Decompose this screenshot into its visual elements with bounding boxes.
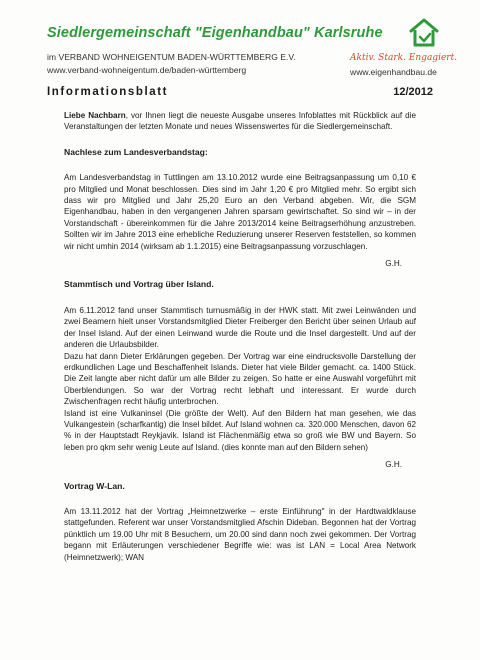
association-url: www.verband-wohneigentum.de/baden-württemberg — [47, 65, 247, 75]
section-heading-landesverbandstag: Nachlese zum Landesverbandstag: — [64, 146, 208, 157]
greeting: Liebe Nachbarn — [64, 111, 126, 120]
section-body-landesverbandstag: Am Landesverbandstag in Tuttlingen am 13.10.2012 wurde eine Beitragsanpassung um 0,10 € pro Mitglied und Monat beschlossen. Dies sind im Jahr 1,20 € pro Mitglied mehr. So ergibt sich dass wir pro Mitglied und Jahr 25,20 Euro an den Verband abgeben. Wir, die SGM Eigenhandbau, haben in den vergangenen Jahren sparsam gewirtschaftet. So sind wir – in der Vorstandschaft - übereinkommen für die Jahre 2013/2014 keine Beitragserhöhung anzustreben. Sollten wir im Jahre 2013 eine erhebliche Reduzierung unserer Reserven feststellen, so kommen wir nicht umhin 2014 (wirksam ab 1.1.2015) eine Beitragsanpassung vorzuschlagen. — [64, 173, 416, 251]
club-name: Siedlergemeinschaft "Eigenhandbau" Karlsruhe — [47, 25, 383, 41]
section-body-island-2: Dazu hat dann Dieter Erklärungen gegeben. Der Vortrag war eine eindrucksvolle Darstellung der erdkundlichen Lage und Beschaffenheit Islands. Dieter hat viele Bilder gemacht. ca. 1400 Stück. Die Zeit langte aber nicht dafür um alle Bilder zu zeigen. So hatte er eine Auswahl vorgeführt mit Überblendungen. So war der Vortrag recht lebhaft und interessant. Er wurde durch Zwischenfragen recht häufig unterbrochen. — [64, 351, 416, 407]
author-signature: G.H. — [385, 460, 402, 470]
section-body-island-3: Island ist eine Vulkaninsel (Die größte der Welt). Auf den Bildern hat man gesehen, wie das Vulkangestein (scharfkantig) die Insel bildet. Auf Island wohnen ca. 320.000 Menschen, davon 62 % in der Hauptstadt Reykjavik. Island ist Flächenmäßig etwa so groß wie BW und Bayern. So leben pro qkm sehr wenig Leute auf Island. (dies konnte man auf den Bildern sehen) — [64, 408, 416, 452]
intro-text: , vor Ihnen liegt die neueste Ausgabe unseres Infoblattes mit Rückblick auf die Veranstaltungen der letzten Monate und neues Wissenswertes für die Siedlergemeinschaft. — [64, 111, 416, 132]
section-heading-wlan: Vortrag W-Lan. — [64, 480, 125, 491]
section-body-island: Am 6.11.2012 fand unser Stammtisch turnusmäßig in der HWK statt. Mit zwei Leinwänden und zwei Beamern hielt unser Vorstandsmitglied Dieter Freiberger den Bericht über seinen Urlaub auf der Insel Island. Auf der einen Leinwand wurde die Route und die Insel dargestellt. Und auf der anderen die Urlaubsbilder. — [64, 305, 416, 350]
section-body-wlan: Am 13.11.2012 hat der Vortrag „Heimnetzwerke – erste Einführung" in der Hardtwaldklause stattgefunden. Referent war unser Vorstandsmitglied Afschin Dideban. Begonnen hat der Vortrag pünktlich um 19.00 Uhr mit 8 Besuchern, um 20.00 sind dann noch zwei gekommen. Der Vortrag begann mit Erläuterungen verschiedener Begriffe wie: was ist LAN = Local Area Network (Heimnetzwerk); WAN — [64, 506, 416, 562]
intro-paragraph — [64, 110, 416, 133]
association-name: im VERBAND WOHNEIGENTUM BADEN-WÜRTTEMBERG E.V. — [47, 52, 296, 62]
section-heading-island: Stammtisch und Vortrag über Island. — [64, 279, 214, 290]
club-url: www.eigenhandbau.de — [350, 67, 437, 77]
document-title: Informationsblatt — [47, 86, 169, 98]
title-row — [47, 86, 433, 100]
document-body — [64, 110, 416, 563]
letterhead — [0, 0, 480, 80]
house-logo-icon — [408, 16, 440, 48]
club-slogan: Aktiv. Stark. Engagiert. — [350, 53, 458, 63]
author-signature: G.H. — [385, 259, 402, 269]
issue-number: 12/2012 — [393, 86, 433, 98]
